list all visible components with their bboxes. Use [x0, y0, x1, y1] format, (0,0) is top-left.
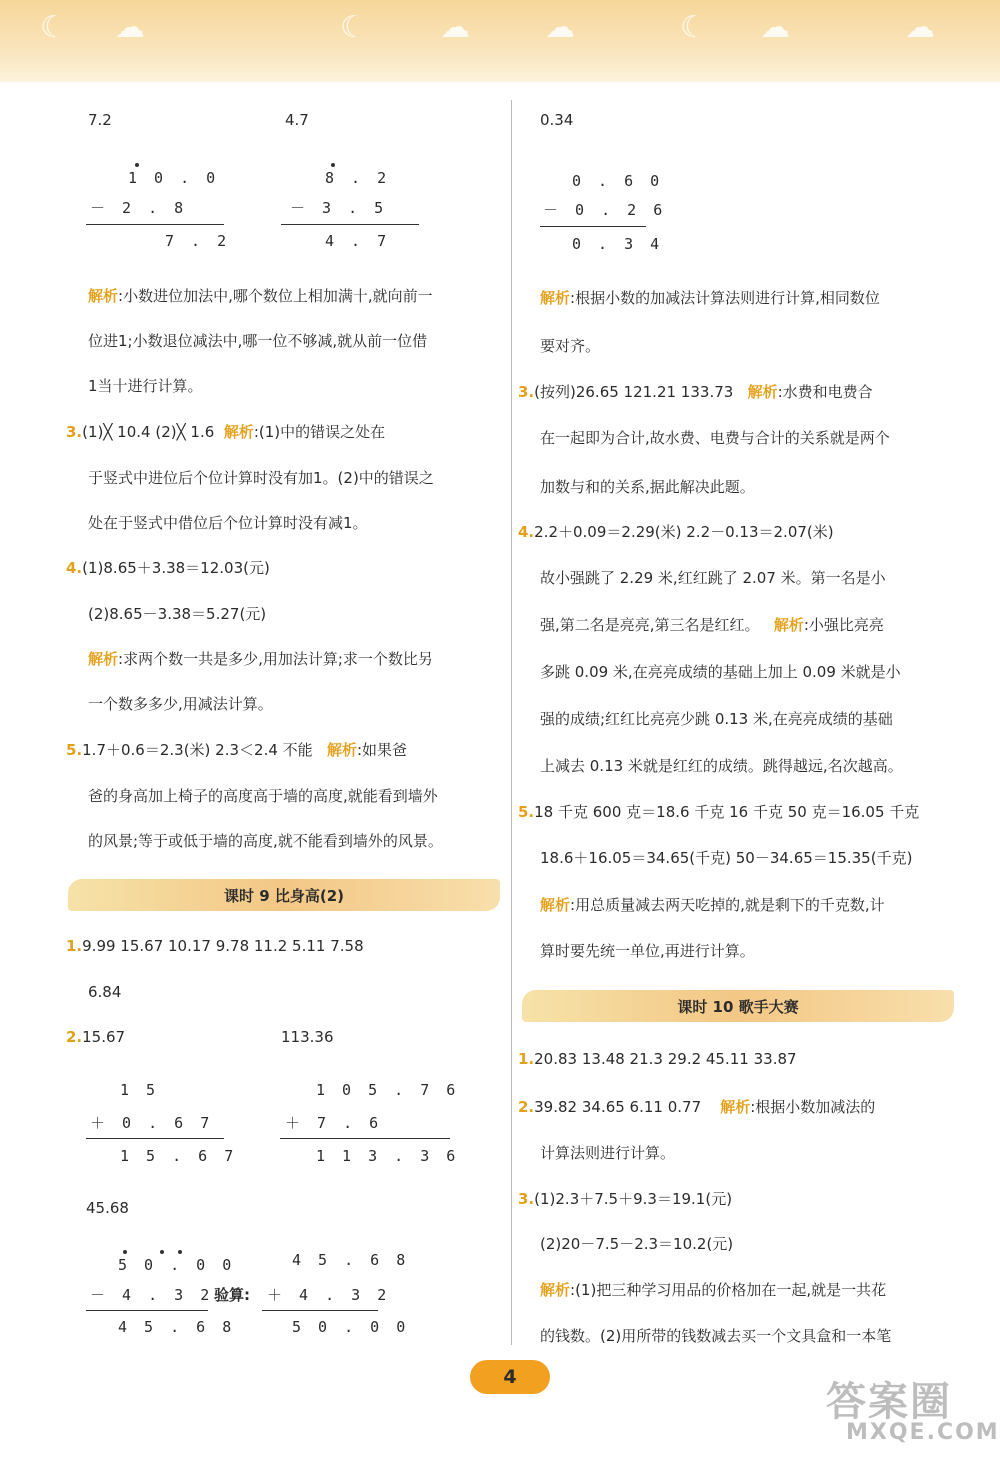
vertical-result: 7 . 2 [165, 232, 231, 250]
check-label: 验算: [214, 1286, 250, 1304]
vertical-top: 4 5 . 6 8 [292, 1251, 410, 1269]
vertical-mid: － 2 . 8 [90, 199, 188, 217]
question-line [518, 1097, 875, 1117]
moon-icon: ☾ [340, 10, 367, 45]
answer-line [540, 615, 884, 635]
rule [280, 1138, 450, 1139]
explanation-line: 于竖式中进位后个位计算时没有加1。(2)中的错误之 [88, 469, 434, 487]
rule [86, 1310, 208, 1311]
explanation-line: 加数与和的关系,据此解决此题。 [540, 478, 755, 496]
analysis-label: 解析 [88, 650, 119, 668]
answer-text: 强,第二名是亮亮,第三名是红红。 [540, 616, 760, 634]
page-number: 4 [470, 1360, 550, 1394]
rule [86, 1138, 224, 1139]
answer-line: 故小强跳了 2.29 米,红红跳了 2.07 米。第一名是小 [540, 569, 886, 587]
explanation-text: :水费和电费合 [777, 383, 873, 401]
carry-dot [135, 163, 139, 167]
question-line [518, 1049, 797, 1069]
vertical-result: 0 . 3 4 [572, 235, 664, 253]
cloud-icon: ☁ [760, 10, 790, 45]
vertical-top: 1 5 [120, 1081, 160, 1099]
explanation-line [540, 288, 880, 308]
explanation-text: :根据小数的加减法计算法则进行计算,相同数位 [570, 289, 880, 307]
explanation-text: :求两个数一共是多少,用加法计算;求一个数比另 [118, 650, 433, 668]
question-line [66, 422, 385, 442]
explanation-text: :如果爸 [357, 741, 408, 759]
analysis-label: 解析 [88, 287, 119, 305]
analysis-label: 解析 [773, 616, 804, 634]
vertical-top: 8 . 2 [325, 169, 391, 187]
explanation-line: 爸的身高加上椅子的高度高于墙的高度,就能看到墙外 [88, 787, 438, 805]
question-line [66, 558, 270, 578]
answer-value: 113.36 [281, 1028, 334, 1046]
vertical-mid: － 3 . 5 [290, 199, 388, 217]
answer-value: 4.7 [285, 111, 309, 129]
explanation-line: 处在于竖式中借位后个位计算时没有减1。 [88, 514, 368, 532]
lesson-banner [68, 879, 500, 911]
explanation-text: :小数进位加法中,哪个数位上相加满十,就向前一 [118, 287, 433, 305]
borrow-dot [123, 1250, 127, 1254]
explanation-line: 的钱数。(2)用所带的钱数减去买一个文具盒和一本笔 [540, 1327, 892, 1345]
explanation-line: 1当十进行计算。 [88, 377, 203, 395]
rule [540, 226, 646, 227]
analysis-label: 解析 [540, 289, 571, 307]
answer-text: (1)2.3＋7.5＋9.3＝19.1(元) [534, 1190, 733, 1208]
question-number: 4. [66, 559, 83, 577]
vertical-top: 1 0 . 0 [128, 169, 220, 187]
question-line [518, 522, 834, 542]
vertical-top: 1 0 5 . 7 6 [316, 1081, 460, 1099]
vertical-result: 5 0 . 0 0 [292, 1318, 410, 1336]
answer-line: (2)20－7.5－2.3＝10.2(元) [540, 1235, 734, 1253]
answer-text: 9.99 15.67 10.17 9.78 11.2 5.11 7.58 [82, 937, 364, 955]
question-number: 4. [518, 523, 535, 541]
analysis-label: 解析 [720, 1098, 751, 1116]
moon-icon: ☾ [40, 10, 67, 45]
explanation-line: 计算法则进行计算。 [540, 1144, 676, 1162]
question-number: 5. [518, 803, 535, 821]
explanation-text: :小强比亮亮 [803, 616, 884, 634]
question-number: 2. [66, 1028, 83, 1046]
vertical-mid: － 4 . 3 2 [90, 1286, 214, 1304]
answer-text: 2.2＋0.09＝2.29(米) 2.2－0.13＝2.07(米) [534, 523, 834, 541]
answer-value: 7.2 [88, 111, 112, 129]
watermark-text: 答案圈 [826, 1379, 952, 1425]
vertical-top: 0 . 6 0 [572, 172, 664, 190]
rule [262, 1310, 378, 1311]
answer-text: 18 千克 600 克＝18.6 千克 16 千克 50 克＝16.05 千克 [534, 803, 920, 821]
analysis-label: 解析 [223, 423, 254, 441]
rule [86, 224, 224, 225]
explanation-line [88, 286, 433, 306]
explanation-line: 多跳 0.09 米,在亮亮成绩的基础上加上 0.09 米就是小 [540, 663, 901, 681]
watermark-logo [826, 1370, 1000, 1455]
answer-line: 6.84 [88, 983, 122, 1001]
borrow-dot [178, 1250, 182, 1254]
explanation-text: :(1)中的错误之处在 [253, 423, 386, 441]
vertical-result: 1 5 . 6 7 [120, 1147, 238, 1165]
answer-text: 20.83 13.48 21.3 29.2 45.11 33.87 [534, 1050, 797, 1068]
carry-dot [331, 163, 335, 167]
answer-text: (1)8.65＋3.38＝12.03(元) [82, 559, 270, 577]
analysis-label: 解析 [540, 896, 571, 914]
answer-text: 1.7＋0.6＝2.3(米) 2.3＜2.4 不能 [82, 741, 313, 759]
question-number: 1. [66, 937, 83, 955]
cloud-icon: ☁ [905, 10, 935, 45]
question-number: 1. [518, 1050, 535, 1068]
answer-text: 15.67 [82, 1028, 126, 1046]
lesson-title: 课时 10 歌手大赛 [677, 998, 799, 1016]
question-number: 2. [518, 1098, 535, 1116]
cloud-icon: ☁ [440, 10, 470, 45]
explanation-line [540, 1280, 886, 1300]
vertical-result: 1 1 3 . 3 6 [316, 1147, 460, 1165]
question-number: 3. [518, 383, 535, 401]
cloud-icon: ☁ [115, 10, 145, 45]
moon-icon: ☾ [680, 10, 707, 45]
analysis-label: 解析 [540, 1281, 571, 1299]
question-line [66, 740, 407, 760]
question-number: 3. [518, 1190, 535, 1208]
question-line [66, 1027, 125, 1047]
explanation-line: 的风景;等于或低于墙的高度,就不能看到墙外的风景。 [88, 832, 443, 850]
question-number: 3. [66, 423, 83, 441]
explanation-line: 算时要先统一单位,再进行计算。 [540, 942, 755, 960]
vertical-top: 5 0 . 0 0 [118, 1256, 236, 1274]
analysis-label: 解析 [326, 741, 357, 759]
vertical-result: 4 5 . 6 8 [118, 1318, 236, 1336]
watermark-url: MXQE.COM [846, 1420, 1000, 1445]
explanation-text: :根据小数加减法的 [750, 1098, 876, 1116]
explanation-line: 上减去 0.13 米就是红红的成绩。跳得越远,名次越高。 [540, 757, 903, 775]
analysis-label: 解析 [747, 383, 778, 401]
borrow-dot [160, 1250, 164, 1254]
explanation-text: :用总质量减去两天吃掉的,就是剩下的千克数,计 [570, 896, 885, 914]
answer-value: 0.34 [540, 111, 574, 129]
rule [281, 224, 419, 225]
explanation-line: 在一起即为合计,故水费、电费与合计的关系就是两个 [540, 429, 890, 447]
explanation-line [540, 895, 885, 915]
question-line [66, 936, 364, 956]
explanation-line: 位进1;小数退位减法中,哪一位不够减,就从前一位借 [88, 332, 428, 350]
explanation-line: 强的成绩;红红比亮亮少跳 0.13 米,在亮亮成绩的基础 [540, 710, 893, 728]
vertical-mid: ＋ 7 . 6 [285, 1114, 383, 1132]
question-line [518, 382, 873, 402]
explanation-text: :(1)把三种学习用品的价格加在一起,就是一共花 [570, 1281, 887, 1299]
answer-line: (2)8.65－3.38＝5.27(元) [88, 605, 267, 623]
answer-line: 18.6＋16.05＝34.65(千克) 50－34.65＝15.35(千克) [540, 849, 913, 867]
question-line [518, 802, 919, 822]
explanation-line: 一个数多多少,用减法计算。 [88, 695, 273, 713]
answer-value: 45.68 [86, 1199, 129, 1217]
question-line [518, 1189, 732, 1209]
vertical-mid: ＋ 4 . 3 2 [267, 1286, 391, 1304]
answer-text: (按列)26.65 121.21 133.73 [534, 383, 734, 401]
vertical-mid: ＋ 0 . 6 7 [90, 1114, 214, 1132]
column-divider [511, 100, 512, 1345]
lesson-title: 课时 9 比身高(2) [223, 887, 345, 905]
answer-text: 39.82 34.65 6.11 0.77 [534, 1098, 702, 1116]
vertical-result: 4 . 7 [325, 232, 391, 250]
explanation-line: 要对齐。 [540, 337, 601, 355]
vertical-mid: － 0 . 2 6 [543, 201, 667, 219]
answer-text: (1)╳ 10.4 (2)╳ 1.6 [82, 423, 215, 441]
cloud-icon: ☁ [545, 10, 575, 45]
lesson-banner [522, 990, 954, 1022]
header-band [0, 0, 1000, 82]
explanation-line [88, 649, 433, 669]
question-number: 5. [66, 741, 83, 759]
